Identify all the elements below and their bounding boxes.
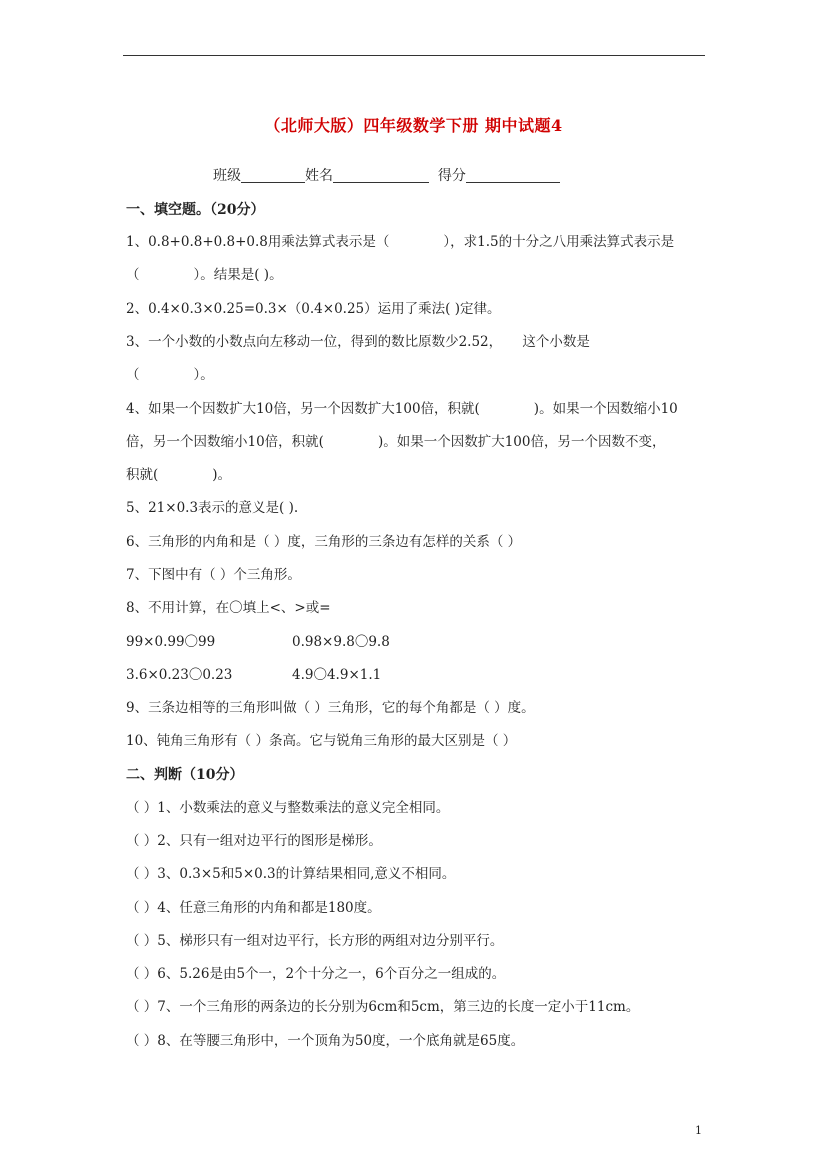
question-line: 3、一个小数的小数点向左移动一位，得到的数比原数少2.52， 这个小数是 [126, 334, 590, 350]
judge-item: （ ）6、5.26是由5个一，2个十分之一，6个百分之一组成的。 [126, 966, 506, 982]
question-line: 2、0.4×0.3×0.25=0.3×（0.4×0.25）运用了乘法( )定律。 [126, 301, 501, 317]
question-line: 1、0.8+0.8+0.8+0.8用乘法算式表示是（ ），求1.5的十分之八用乘法算式表示是 [126, 234, 675, 250]
question-line: 7、下图中有（ ）个三角形。 [126, 567, 301, 583]
compare-right: 0.98×9.8〇9.8 [292, 634, 390, 650]
compare-left: 99×0.99〇99 [126, 634, 216, 650]
page-title: （北师大版）四年级数学下册 期中试题4 [264, 116, 563, 135]
question-line: 10、钝角三角形有（ ）条高。它与锐角三角形的最大区别是（ ） [126, 733, 517, 749]
name-label: 姓名 [305, 168, 333, 184]
judge-item: （ ）8、在等腰三角形中，一个顶角为50度，一个底角就是65度。 [126, 1033, 525, 1049]
score-label: 得分 [437, 168, 466, 184]
judge-item: （ ）3、0.3×5和5×0.3的计算结果相同,意义不相同。 [126, 866, 456, 882]
class-blank[interactable] [241, 166, 305, 183]
name-blank[interactable] [333, 166, 429, 183]
question-line: 5、21×0.3表示的意义是( ). [126, 500, 299, 516]
student-info-line [213, 165, 560, 185]
score-blank[interactable] [466, 166, 560, 183]
compare-row [126, 633, 215, 651]
question-line: （ ）。 [126, 367, 214, 383]
question-line: （ ）。结果是( )。 [126, 267, 283, 283]
judge-item: （ ）4、任意三角形的内角和都是180度。 [126, 900, 381, 916]
judge-item: （ ）2、只有一组对边平行的图形是梯形。 [126, 833, 382, 849]
page-number: 1 [695, 1124, 702, 1137]
question-line: 积就( )。 [126, 467, 232, 483]
question-line: 6、三角形的内角和是（ ）度，三角形的三条边有怎样的关系（ ） [126, 534, 522, 550]
question-line: 4、如果一个因数扩大10倍，另一个因数扩大100倍，积就( )。如果一个因数缩小10 [126, 401, 678, 417]
compare-row [126, 666, 232, 684]
compare-left: 3.6×0.23〇0.23 [126, 667, 233, 683]
question-line: 9、三条边相等的三角形叫做（ ）三角形，它的每个角都是（ ）度。 [126, 700, 535, 716]
judge-item: （ ）7、一个三角形的两条边的长分别为6cm和5cm，第三边的长度一定小于11cm。 [126, 999, 640, 1015]
judge-item: （ ）5、梯形只有一组对边平行，长方形的两组对边分别平行。 [126, 933, 504, 949]
section2-heading: 二、判断（10分） [126, 767, 244, 783]
compare-right: 4.9〇4.9×1.1 [292, 667, 382, 683]
judge-item: （ ）1、小数乘法的意义与整数乘法的意义完全相同。 [126, 800, 450, 816]
header-rule [123, 55, 705, 56]
section1-heading: 一、填空题。（20分） [126, 202, 265, 218]
class-label: 班级 [213, 168, 241, 184]
question-line: 8、不用计算，在〇填上<、>或= [126, 600, 331, 616]
question-line: 倍，另一个因数缩小10倍，积就( )。如果一个因数扩大100倍，另一个因数不变， [126, 434, 666, 450]
